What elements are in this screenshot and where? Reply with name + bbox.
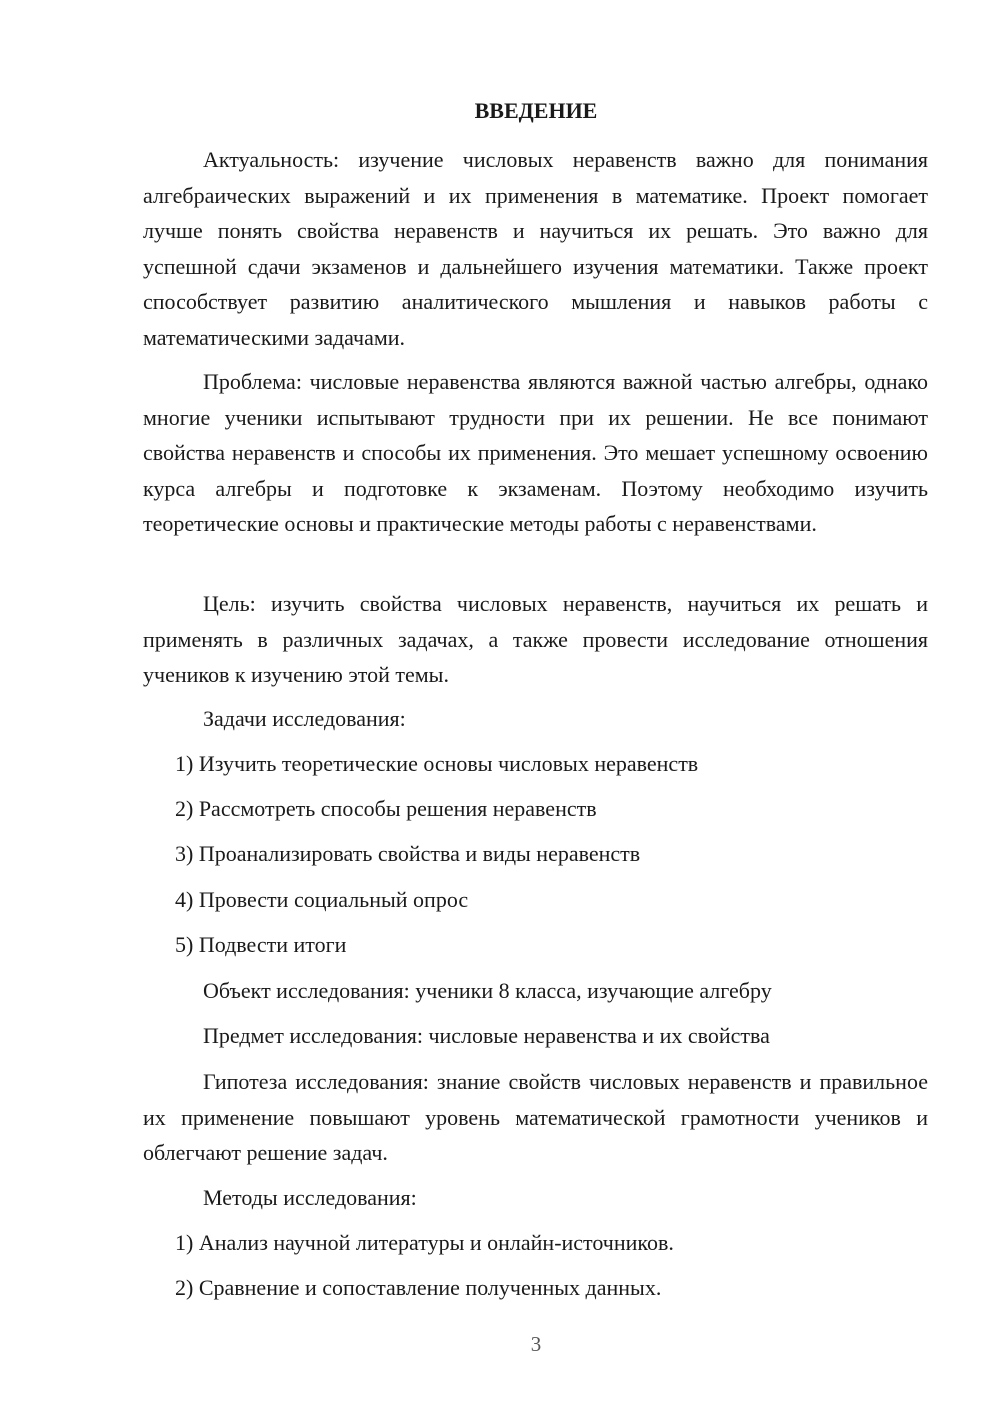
method-item-2: 2) Сравнение и сопоставление полученных данных.: [175, 1275, 662, 1300]
paragraph-problem: Проблема: числовые неравенства являются важной частью алгебры, однако многие ученики испытывают трудности при их решении. Не все понимают свойства неравенств и способы их применения. Это мешает успешному освоению курса алгебры и подготовке к экзаменам. Поэтому необходимо изучить теоретические основы и практические методы работы с неравенствами.: [143, 369, 928, 536]
task-item-3: 3) Проанализировать свойства и виды неравенств: [175, 841, 641, 866]
section-heading: ВВЕДЕНИЕ: [474, 98, 598, 123]
paragraph-hypothesis: Гипотеза исследования: знание свойств числовых неравенств и правильное их применение повышают уровень математической грамотности учеников и облегчают решение задач.: [143, 1069, 928, 1165]
task-item-5: 5) Подвести итоги: [175, 932, 347, 957]
paragraph-goal: Цель: изучить свойства числовых неравенств, научиться их решать и применять в различных задачах, а также провести исследование отношения учеников к изучению этой темы.: [143, 591, 928, 687]
research-object: Объект исследования: ученики 8 класса, изучающие алгебру: [203, 978, 772, 1003]
methods-title: Методы исследования:: [203, 1185, 417, 1210]
method-item-1: 1) Анализ научной литературы и онлайн-источников.: [175, 1230, 674, 1255]
research-subject: Предмет исследования: числовые неравенства и их свойства: [203, 1023, 770, 1048]
paragraph-relevance: Актуальность: изучение числовых неравенств важно для понимания алгебраических выражений и их применения в математике. Проект помогает лучше понять свойства неравенств и научиться их решать. Это важно для успешной сдачи экзаменов и дальнейшего изучения математики. Также проект способствует развитию аналитического мышления и навыков работы с математическими задачами.: [143, 147, 928, 350]
task-item-4: 4) Провести социальный опрос: [175, 887, 469, 912]
page-number: 3: [530, 1332, 542, 1356]
task-item-1: 1) Изучить теоретические основы числовых неравенств: [175, 751, 699, 776]
tasks-title: Задачи исследования:: [203, 706, 406, 731]
task-item-2: 2) Рассмотреть способы решения неравенств: [175, 796, 597, 821]
